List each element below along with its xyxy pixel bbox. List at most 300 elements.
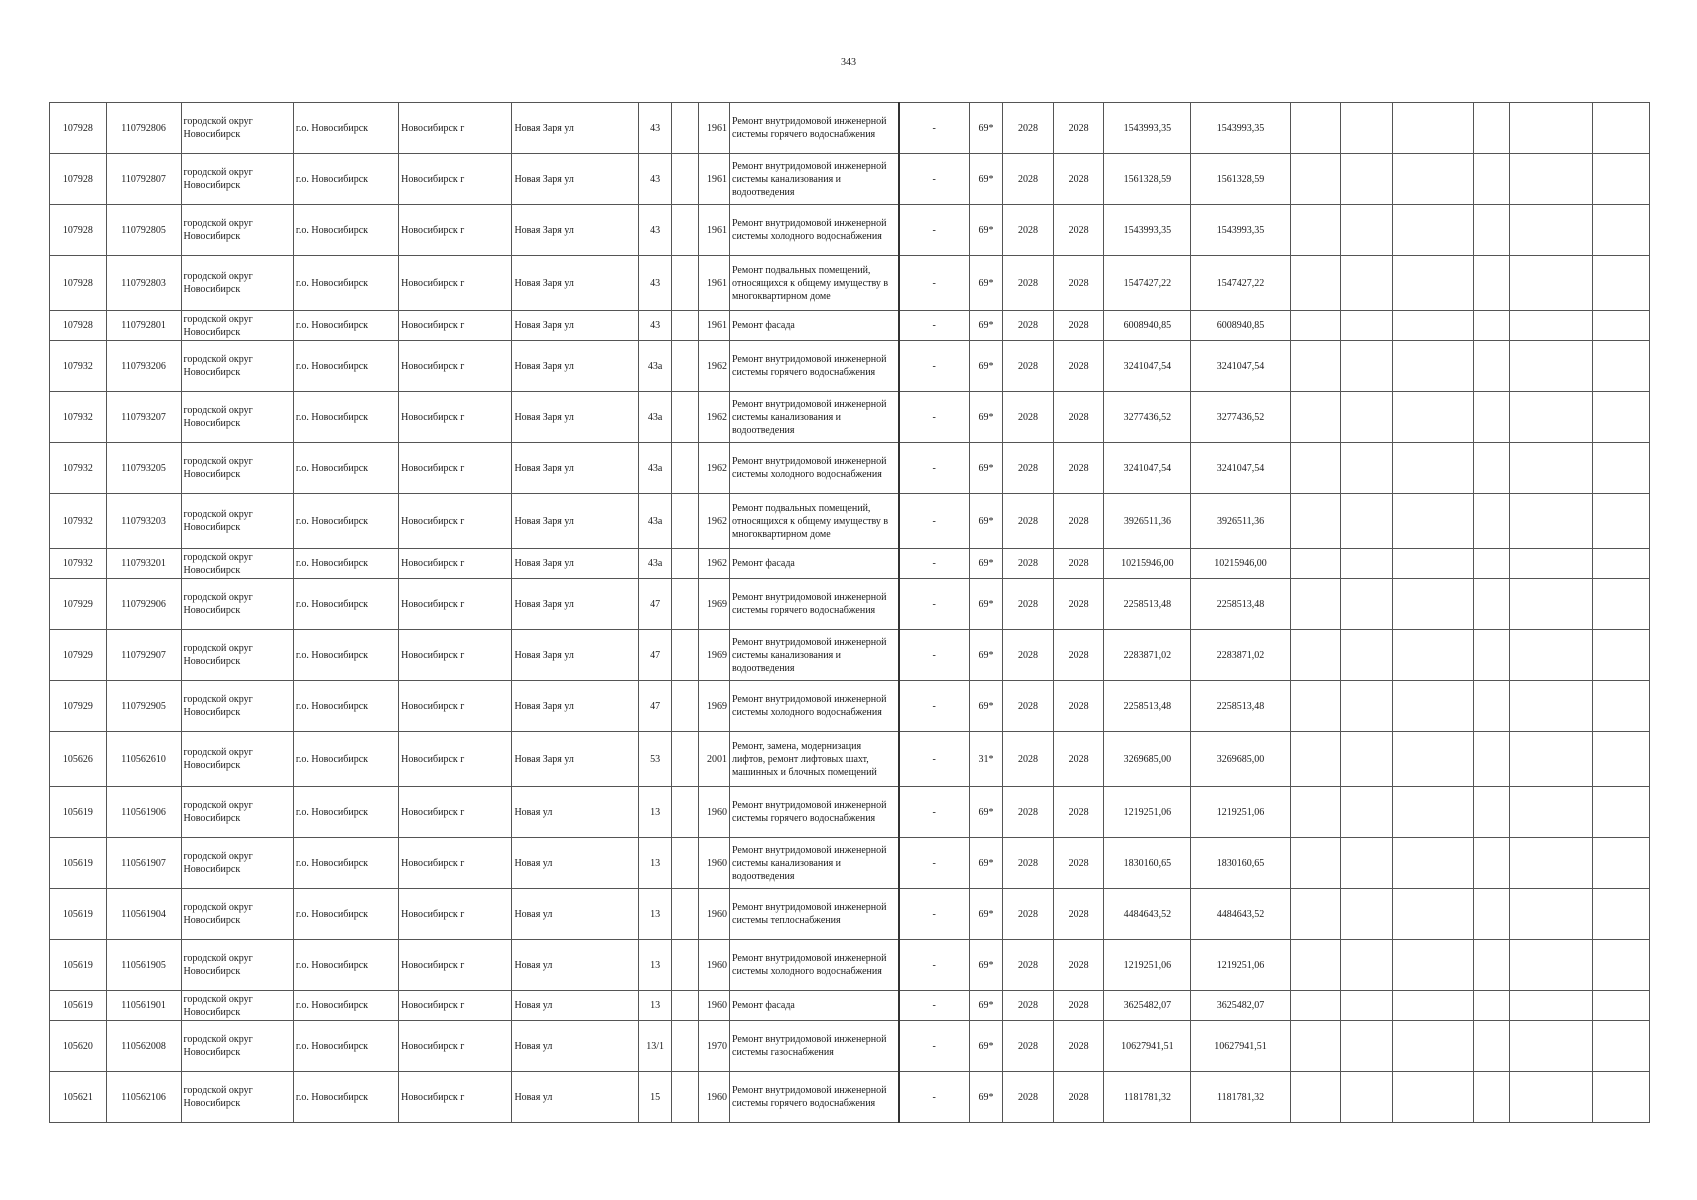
cell-house-number: 43а xyxy=(638,549,671,579)
cell-empty xyxy=(672,154,698,205)
cell-year-from: 2028 xyxy=(1003,681,1054,732)
cell-empty xyxy=(1510,630,1593,681)
cell-year-from: 2028 xyxy=(1003,579,1054,630)
cell-work-type: Ремонт фасада xyxy=(730,311,899,341)
cell-municipality: г.о. Новосибирск xyxy=(293,630,398,681)
okrug-line2: Новосибирск xyxy=(183,231,241,242)
cell-year-to: 2028 xyxy=(1053,205,1104,256)
cell-work-code: 110793206 xyxy=(106,341,181,392)
cell-work-code: 110793207 xyxy=(106,392,181,443)
cell-total: 3625482,07 xyxy=(1191,991,1290,1021)
cell-empty xyxy=(1341,889,1393,940)
table-row xyxy=(50,838,1650,889)
cell-cost: 1219251,06 xyxy=(1104,940,1191,991)
cell-empty xyxy=(1593,443,1650,494)
cell-okrug xyxy=(181,443,293,494)
cell-house-number: 43 xyxy=(638,205,671,256)
cell-okrug xyxy=(181,838,293,889)
cell-empty xyxy=(1392,256,1473,311)
okrug-line2: Новосибирск xyxy=(183,707,241,718)
cell-empty xyxy=(1510,494,1593,549)
cell-empty xyxy=(1341,443,1393,494)
cell-total: 3269685,00 xyxy=(1191,732,1290,787)
okrug-line1: городской округ xyxy=(183,354,253,365)
cell-house-id: 107928 xyxy=(50,154,107,205)
cell-dash: - xyxy=(899,443,970,494)
cell-wear: 69* xyxy=(969,341,1002,392)
cell-build-year: 1962 xyxy=(698,443,729,494)
table-row xyxy=(50,103,1650,154)
cell-city: Новосибирск г xyxy=(399,889,512,940)
cell-build-year: 1961 xyxy=(698,256,729,311)
cell-empty xyxy=(1510,991,1593,1021)
cell-empty xyxy=(1392,443,1473,494)
cell-empty xyxy=(1290,392,1341,443)
cell-empty xyxy=(1290,494,1341,549)
cell-build-year: 1960 xyxy=(698,991,729,1021)
cell-house-id: 107928 xyxy=(50,256,107,311)
cell-okrug xyxy=(181,494,293,549)
cell-cost: 3277436,52 xyxy=(1104,392,1191,443)
cell-year-from: 2028 xyxy=(1003,154,1054,205)
cell-empty xyxy=(1392,889,1473,940)
okrug-line2: Новосибирск xyxy=(183,180,241,191)
cell-house-number: 43а xyxy=(638,392,671,443)
cell-empty xyxy=(1290,991,1341,1021)
cell-year-to: 2028 xyxy=(1053,889,1104,940)
cell-empty xyxy=(1593,1021,1650,1072)
cell-house-id: 107929 xyxy=(50,630,107,681)
cell-empty xyxy=(1473,838,1509,889)
cell-municipality: г.о. Новосибирск xyxy=(293,787,398,838)
cell-house-number: 53 xyxy=(638,732,671,787)
cell-work-type: Ремонт внутридомовой инженерной системы холодного водоснабжения xyxy=(730,443,899,494)
okrug-line1: городской округ xyxy=(183,643,253,654)
cell-work-code: 110792907 xyxy=(106,630,181,681)
cell-work-type: Ремонт внутридомовой инженерной системы горячего водоснабжения xyxy=(730,1072,899,1123)
okrug-line1: городской округ xyxy=(183,405,253,416)
cell-empty xyxy=(1473,494,1509,549)
cell-year-from: 2028 xyxy=(1003,889,1054,940)
cell-total: 3241047,54 xyxy=(1191,443,1290,494)
cell-dash: - xyxy=(899,1021,970,1072)
cell-year-to: 2028 xyxy=(1053,392,1104,443)
cell-house-number: 47 xyxy=(638,681,671,732)
cell-empty xyxy=(1392,341,1473,392)
cell-dash: - xyxy=(899,838,970,889)
cell-year-from: 2028 xyxy=(1003,1021,1054,1072)
cell-empty xyxy=(1510,732,1593,787)
cell-year-to: 2028 xyxy=(1053,1072,1104,1123)
cell-build-year: 1960 xyxy=(698,940,729,991)
cell-build-year: 1962 xyxy=(698,341,729,392)
cell-empty xyxy=(1473,1021,1509,1072)
table-row xyxy=(50,681,1650,732)
okrug-line2: Новосибирск xyxy=(183,129,241,140)
cell-empty xyxy=(1593,549,1650,579)
cell-year-from: 2028 xyxy=(1003,549,1054,579)
cell-empty xyxy=(1341,549,1393,579)
cell-cost: 1219251,06 xyxy=(1104,787,1191,838)
cell-empty xyxy=(1392,630,1473,681)
cell-empty xyxy=(1392,392,1473,443)
cell-year-to: 2028 xyxy=(1053,838,1104,889)
okrug-line1: городской округ xyxy=(183,851,253,862)
cell-work-code: 110562106 xyxy=(106,1072,181,1123)
cell-street: Новая Заря ул xyxy=(512,311,639,341)
cell-municipality: г.о. Новосибирск xyxy=(293,494,398,549)
cell-okrug xyxy=(181,787,293,838)
cell-empty xyxy=(1510,1072,1593,1123)
cell-year-to: 2028 xyxy=(1053,579,1104,630)
cell-empty xyxy=(1290,681,1341,732)
table-row xyxy=(50,1021,1650,1072)
cell-empty xyxy=(1341,991,1393,1021)
cell-empty xyxy=(1510,256,1593,311)
cell-okrug xyxy=(181,549,293,579)
cell-municipality: г.о. Новосибирск xyxy=(293,392,398,443)
cell-work-type: Ремонт внутридомовой инженерной системы газоснабжения xyxy=(730,1021,899,1072)
cell-empty xyxy=(672,205,698,256)
cell-build-year: 1961 xyxy=(698,103,729,154)
cell-street: Новая Заря ул xyxy=(512,392,639,443)
cell-work-type: Ремонт внутридомовой инженерной системы горячего водоснабжения xyxy=(730,579,899,630)
cell-empty xyxy=(1473,991,1509,1021)
cell-work-type: Ремонт внутридомовой инженерной системы канализования и водоотведения xyxy=(730,392,899,443)
cell-wear: 31* xyxy=(969,732,1002,787)
okrug-line1: городской округ xyxy=(183,694,253,705)
cell-empty xyxy=(1510,681,1593,732)
cell-total: 3277436,52 xyxy=(1191,392,1290,443)
cell-year-from: 2028 xyxy=(1003,1072,1054,1123)
cell-work-type: Ремонт внутридомовой инженерной системы канализования и водоотведения xyxy=(730,630,899,681)
cell-empty xyxy=(1473,341,1509,392)
table-row xyxy=(50,1072,1650,1123)
cell-city: Новосибирск г xyxy=(399,1072,512,1123)
cell-house-number: 43 xyxy=(638,103,671,154)
cell-empty xyxy=(672,732,698,787)
okrug-line2: Новосибирск xyxy=(183,605,241,616)
cell-okrug xyxy=(181,103,293,154)
cell-empty xyxy=(672,1072,698,1123)
cell-work-type: Ремонт внутридомовой инженерной системы горячего водоснабжения xyxy=(730,103,899,154)
cell-street: Новая Заря ул xyxy=(512,103,639,154)
cell-empty xyxy=(1290,443,1341,494)
cell-empty xyxy=(1341,311,1393,341)
cell-year-to: 2028 xyxy=(1053,787,1104,838)
cell-total: 3241047,54 xyxy=(1191,341,1290,392)
cell-city: Новосибирск г xyxy=(399,154,512,205)
cell-empty xyxy=(1510,838,1593,889)
cell-city: Новосибирск г xyxy=(399,991,512,1021)
cell-empty xyxy=(1392,579,1473,630)
cell-empty xyxy=(1510,205,1593,256)
cell-empty xyxy=(1593,787,1650,838)
cell-year-to: 2028 xyxy=(1053,154,1104,205)
cell-house-number: 43 xyxy=(638,154,671,205)
cell-build-year: 1961 xyxy=(698,205,729,256)
cell-okrug xyxy=(181,681,293,732)
cell-empty xyxy=(672,256,698,311)
okrug-line2: Новосибирск xyxy=(183,1047,241,1058)
cell-cost: 10627941,51 xyxy=(1104,1021,1191,1072)
cell-empty xyxy=(1290,787,1341,838)
cell-municipality: г.о. Новосибирск xyxy=(293,732,398,787)
okrug-line2: Новосибирск xyxy=(183,864,241,875)
cell-wear: 69* xyxy=(969,443,1002,494)
cell-dash: - xyxy=(899,991,970,1021)
cell-empty xyxy=(1290,1021,1341,1072)
cell-empty xyxy=(1593,1072,1650,1123)
cell-dash: - xyxy=(899,787,970,838)
table-body xyxy=(50,103,1650,1123)
cell-street: Новая Заря ул xyxy=(512,549,639,579)
cell-year-to: 2028 xyxy=(1053,991,1104,1021)
cell-cost: 3269685,00 xyxy=(1104,732,1191,787)
cell-build-year: 1961 xyxy=(698,311,729,341)
cell-total: 1219251,06 xyxy=(1191,787,1290,838)
cell-city: Новосибирск г xyxy=(399,494,512,549)
cell-year-from: 2028 xyxy=(1003,256,1054,311)
cell-dash: - xyxy=(899,549,970,579)
cell-house-id: 107928 xyxy=(50,205,107,256)
cell-year-from: 2028 xyxy=(1003,838,1054,889)
cell-empty xyxy=(1392,838,1473,889)
cell-empty xyxy=(672,787,698,838)
cell-dash: - xyxy=(899,681,970,732)
cell-cost: 1543993,35 xyxy=(1104,103,1191,154)
cell-municipality: г.о. Новосибирск xyxy=(293,681,398,732)
cell-house-number: 15 xyxy=(638,1072,671,1123)
cell-work-type: Ремонт внутридомовой инженерной системы холодного водоснабжения xyxy=(730,205,899,256)
cell-work-code: 110792803 xyxy=(106,256,181,311)
cell-okrug xyxy=(181,889,293,940)
cell-work-code: 110562008 xyxy=(106,1021,181,1072)
cell-empty xyxy=(1510,103,1593,154)
cell-city: Новосибирск г xyxy=(399,256,512,311)
cell-house-id: 105619 xyxy=(50,787,107,838)
table-row xyxy=(50,732,1650,787)
cell-total: 1543993,35 xyxy=(1191,205,1290,256)
cell-work-code: 110562610 xyxy=(106,732,181,787)
cell-municipality: г.о. Новосибирск xyxy=(293,1021,398,1072)
cell-total: 2258513,48 xyxy=(1191,579,1290,630)
okrug-line1: городской округ xyxy=(183,902,253,913)
cell-street: Новая ул xyxy=(512,889,639,940)
okrug-line1: городской округ xyxy=(183,592,253,603)
cell-empty xyxy=(1593,311,1650,341)
table-row xyxy=(50,392,1650,443)
cell-house-id: 105619 xyxy=(50,940,107,991)
cell-empty xyxy=(1290,341,1341,392)
cell-empty xyxy=(1290,630,1341,681)
cell-empty xyxy=(1473,154,1509,205)
cell-empty xyxy=(1510,1021,1593,1072)
cell-empty xyxy=(1510,392,1593,443)
cell-work-type: Ремонт внутридомовой инженерной системы канализования и водоотведения xyxy=(730,838,899,889)
cell-cost: 10215946,00 xyxy=(1104,549,1191,579)
cell-cost: 1181781,32 xyxy=(1104,1072,1191,1123)
cell-empty xyxy=(1510,443,1593,494)
table-row xyxy=(50,549,1650,579)
cell-total: 2258513,48 xyxy=(1191,681,1290,732)
cell-empty xyxy=(1341,494,1393,549)
cell-house-id: 107928 xyxy=(50,311,107,341)
cell-dash: - xyxy=(899,630,970,681)
okrug-line1: городской округ xyxy=(183,218,253,229)
cell-house-number: 43а xyxy=(638,494,671,549)
okrug-line2: Новосибирск xyxy=(183,326,241,338)
cell-empty xyxy=(672,838,698,889)
cell-work-type: Ремонт фасада xyxy=(730,991,899,1021)
okrug-line2: Новосибирск xyxy=(183,813,241,824)
cell-wear: 69* xyxy=(969,154,1002,205)
cell-build-year: 1970 xyxy=(698,1021,729,1072)
cell-wear: 69* xyxy=(969,579,1002,630)
cell-empty xyxy=(672,889,698,940)
cell-work-code: 110792806 xyxy=(106,103,181,154)
cell-dash: - xyxy=(899,205,970,256)
cell-house-number: 43а xyxy=(638,443,671,494)
cell-cost: 3241047,54 xyxy=(1104,443,1191,494)
cell-empty xyxy=(1593,630,1650,681)
okrug-line2: Новосибирск xyxy=(183,469,241,480)
cell-house-number: 13 xyxy=(638,889,671,940)
cell-total: 10215946,00 xyxy=(1191,549,1290,579)
cell-empty xyxy=(672,630,698,681)
cell-street: Новая Заря ул xyxy=(512,732,639,787)
cell-cost: 4484643,52 xyxy=(1104,889,1191,940)
cell-empty xyxy=(1473,549,1509,579)
cell-year-from: 2028 xyxy=(1003,940,1054,991)
cell-cost: 3625482,07 xyxy=(1104,991,1191,1021)
cell-city: Новосибирск г xyxy=(399,443,512,494)
table-row xyxy=(50,341,1650,392)
cell-house-id: 107932 xyxy=(50,341,107,392)
cell-municipality: г.о. Новосибирск xyxy=(293,311,398,341)
cell-dash: - xyxy=(899,256,970,311)
cell-municipality: г.о. Новосибирск xyxy=(293,154,398,205)
cell-wear: 69* xyxy=(969,787,1002,838)
cell-empty xyxy=(1593,681,1650,732)
cell-wear: 69* xyxy=(969,549,1002,579)
cell-empty xyxy=(1341,787,1393,838)
cell-work-type: Ремонт фасада xyxy=(730,549,899,579)
cell-municipality: г.о. Новосибирск xyxy=(293,549,398,579)
okrug-line2: Новосибирск xyxy=(183,564,241,576)
cell-year-from: 2028 xyxy=(1003,443,1054,494)
cell-street: Новая Заря ул xyxy=(512,443,639,494)
cell-year-from: 2028 xyxy=(1003,732,1054,787)
cell-city: Новосибирск г xyxy=(399,392,512,443)
cell-dash: - xyxy=(899,889,970,940)
cell-city: Новосибирск г xyxy=(399,311,512,341)
cell-empty xyxy=(1593,940,1650,991)
cell-dash: - xyxy=(899,940,970,991)
cell-house-number: 13 xyxy=(638,787,671,838)
table-row xyxy=(50,630,1650,681)
cell-empty xyxy=(1341,103,1393,154)
cell-build-year: 2001 xyxy=(698,732,729,787)
cell-empty xyxy=(672,579,698,630)
cell-empty xyxy=(1473,681,1509,732)
cell-wear: 69* xyxy=(969,1021,1002,1072)
cell-empty xyxy=(1510,787,1593,838)
cell-street: Новая Заря ул xyxy=(512,256,639,311)
cell-empty xyxy=(1290,1072,1341,1123)
cell-work-code: 110793201 xyxy=(106,549,181,579)
okrug-line2: Новосибирск xyxy=(183,367,241,378)
cell-empty xyxy=(1473,1072,1509,1123)
cell-empty xyxy=(1392,154,1473,205)
cell-work-type: Ремонт внутридомовой инженерной системы холодного водоснабжения xyxy=(730,681,899,732)
cell-house-number: 13 xyxy=(638,838,671,889)
cell-city: Новосибирск г xyxy=(399,205,512,256)
cell-empty xyxy=(1290,889,1341,940)
cell-work-type: Ремонт внутридомовой инженерной системы канализования и водоотведения xyxy=(730,154,899,205)
cell-total: 2283871,02 xyxy=(1191,630,1290,681)
okrug-line1: городской округ xyxy=(183,1034,253,1045)
cell-empty xyxy=(1392,494,1473,549)
cell-house-id: 105619 xyxy=(50,838,107,889)
table-row xyxy=(50,787,1650,838)
cell-okrug xyxy=(181,311,293,341)
cell-city: Новосибирск г xyxy=(399,787,512,838)
cell-house-number: 43а xyxy=(638,341,671,392)
cell-empty xyxy=(1290,579,1341,630)
cell-house-number: 13 xyxy=(638,991,671,1021)
cell-city: Новосибирск г xyxy=(399,630,512,681)
cell-empty xyxy=(1392,681,1473,732)
okrug-line2: Новосибирск xyxy=(183,656,241,667)
cell-empty xyxy=(1341,205,1393,256)
cell-house-id: 107932 xyxy=(50,392,107,443)
cell-cost: 6008940,85 xyxy=(1104,311,1191,341)
cell-dash: - xyxy=(899,103,970,154)
cell-wear: 69* xyxy=(969,494,1002,549)
cell-work-code: 110792905 xyxy=(106,681,181,732)
capital-repair-table xyxy=(49,102,1650,1123)
cell-dash: - xyxy=(899,311,970,341)
cell-okrug xyxy=(181,579,293,630)
okrug-line1: городской округ xyxy=(183,747,253,758)
cell-empty xyxy=(1341,579,1393,630)
cell-build-year: 1969 xyxy=(698,630,729,681)
cell-house-id: 105626 xyxy=(50,732,107,787)
cell-work-code: 110561901 xyxy=(106,991,181,1021)
cell-work-code: 110792906 xyxy=(106,579,181,630)
cell-wear: 69* xyxy=(969,205,1002,256)
cell-empty xyxy=(1510,549,1593,579)
cell-empty xyxy=(672,1021,698,1072)
cell-empty xyxy=(1392,1072,1473,1123)
cell-total: 1219251,06 xyxy=(1191,940,1290,991)
cell-wear: 69* xyxy=(969,311,1002,341)
cell-street: Новая Заря ул xyxy=(512,494,639,549)
cell-empty xyxy=(672,991,698,1021)
cell-street: Новая Заря ул xyxy=(512,579,639,630)
table-row xyxy=(50,311,1650,341)
cell-empty xyxy=(1341,1021,1393,1072)
cell-cost: 1561328,59 xyxy=(1104,154,1191,205)
cell-empty xyxy=(1290,154,1341,205)
cell-year-from: 2028 xyxy=(1003,341,1054,392)
page-number: 343 xyxy=(841,57,856,68)
cell-empty xyxy=(1392,311,1473,341)
cell-work-type: Ремонт внутридомовой инженерной системы горячего водоснабжения xyxy=(730,787,899,838)
cell-city: Новосибирск г xyxy=(399,579,512,630)
cell-house-id: 107928 xyxy=(50,103,107,154)
